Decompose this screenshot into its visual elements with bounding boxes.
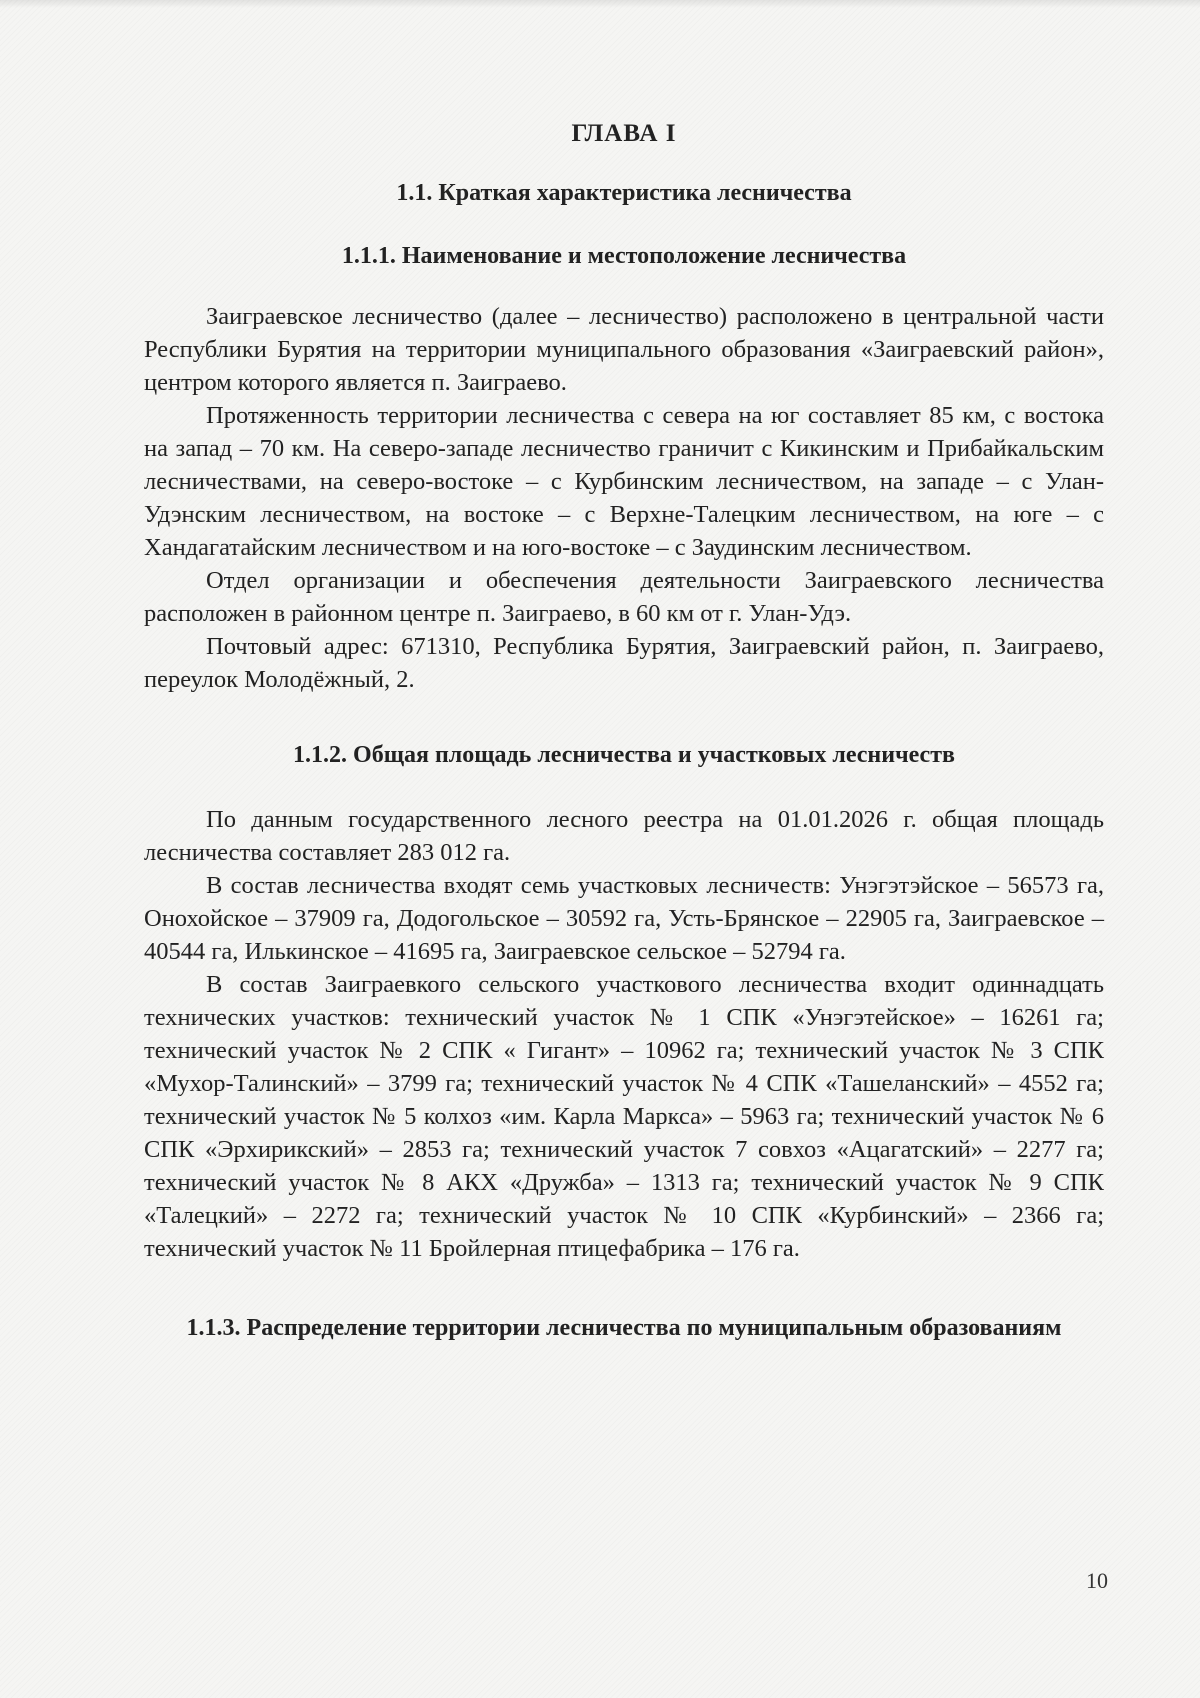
section-1-1-2-body [144,803,1104,1265]
chapter-title: ГЛАВА I [571,120,677,147]
page-content [144,108,1104,1342]
paragraph-office-location: Отдел организации и обеспечения деятельности Заиграевского лесничества расположен в районном центре п. Заиграево, в 60 км от г. Улан-Удэ. [144,567,1104,627]
paragraph-location: Заиграевское лесничество (далее – лесничество) расположено в центральной части Республики Бурятия на территории муниципального образования «Заиграевский район», центром которого является п. Заиграево. [144,303,1104,396]
subsection-title-1-1-1: 1.1.1. Наименование и местоположение лесничества [341,243,907,269]
subsection-title-1-1-2: 1.1.2. Общая площадь лесничества и участковых лесничеств [293,742,955,768]
paragraph-postal-address: Почтовый адрес: 671310, Республика Бурятия, Заиграевский район, п. Заиграево, переулок Молодёжный, 2. [144,633,1104,693]
scan-edge-shadow [0,0,1200,8]
page-number: 10 [1086,1568,1108,1593]
paragraph-extent-borders: Протяженность территории лесничества с севера на юг составляет 85 км, с востока на запад – 70 км. На северо-западе лесничество граничит с Кикинским и Прибайкальским лесничествами, на северо-востоке – с Курбинским лесничеством, на западе – с Улан-Удэнским лесничеством, на востоке – с Верхне-Талецким лесничеством, на юге – с Хандагатайским лесничеством и на юго-востоке – с Заудинским лесничеством. [144,402,1104,561]
paragraph-total-area: По данным государственного лесного реестра на 01.01.2026 г. общая площадь лесничества составляет 283 012 га. [144,806,1104,866]
paragraph-district-forestries: В состав лесничества входят семь участковых лесничеств: Унэгэтэйское – 56573 га, Онохойское – 37909 га, Додогольское – 30592 га, Усть-Брянское – 22905 га, Заиграевское – 40544 га, Илькинское – 41695 га, Заиграевское сельское – 52794 га. [144,872,1104,965]
paragraph-technical-plots: В состав Заиграевкого сельского участкового лесничества входит одиннадцать технических участков: технический участок № 1 СПК «Унэгэтейское» – 16261 га; технический участок № 2 СПК « Гигант» – 10962 га; технический участок № 3 СПК «Мухор-Талинский» – 3799 га; технический участок № 4 СПК «Ташеланский» – 4552 га; технический участок № 5 колхоз «им. Карла Маркса» – 5963 га; технический участок № 6 СПК «Эрхирикский» – 2853 га; технический участок 7 совхоз «Ацагатский» – 2277 га; технический участок № 8 АКХ «Дружба» – 1313 га; технический участок № 9 СПК «Талецкий» – 2272 га; технический участок № 10 СПК «Курбинский» – 2366 га; технический участок № 11 Бройлерная птицефабрика – 176 га. [144,971,1104,1262]
section-1-1-1-body [144,300,1104,696]
subsection-title-1-1-3: 1.1.3. Распределение территории лесничества по муниципальным образованиям [186,1315,1062,1341]
section-title-1-1: 1.1. Краткая характеристика лесничества [396,180,852,206]
